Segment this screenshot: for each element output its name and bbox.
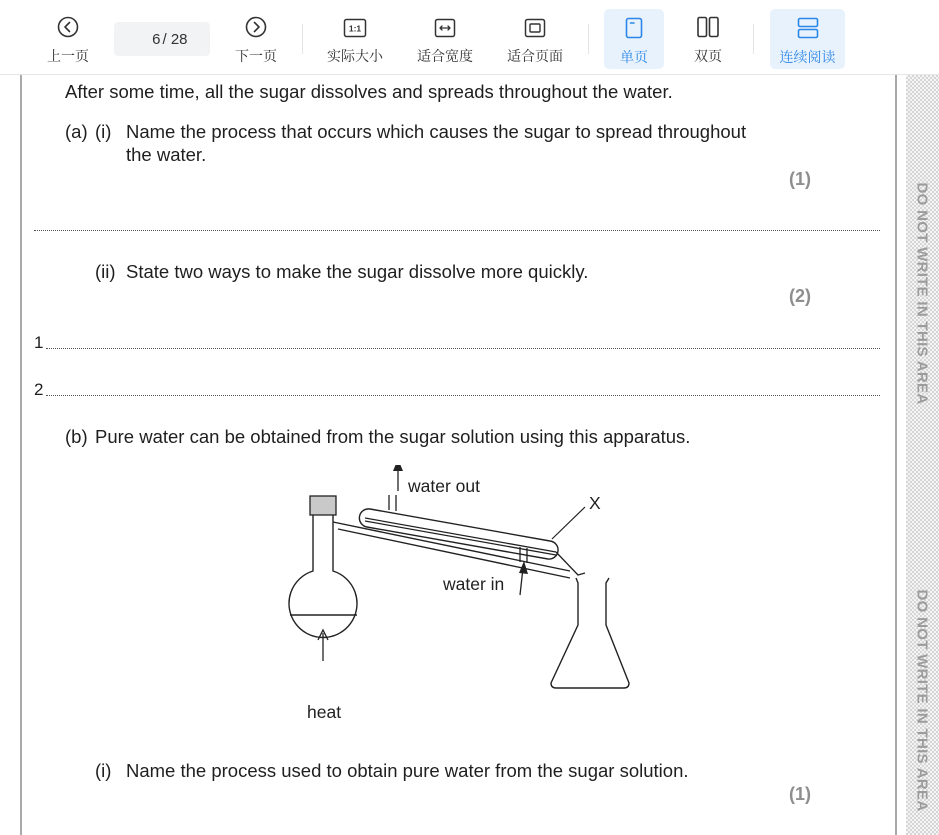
actual-size-icon-text: 1:1 xyxy=(348,23,362,34)
condenser-outlet xyxy=(556,552,585,575)
part-b-label: (b) xyxy=(65,426,88,447)
round-bottom-flask xyxy=(289,515,357,637)
part-b-question: Pure water can be obtained from the sugar solution using this apparatus. xyxy=(95,426,691,447)
label-water-in: water in xyxy=(443,574,505,594)
fit-page-icon xyxy=(524,12,546,38)
answer-line-1-label: 1 xyxy=(34,333,44,352)
stopper xyxy=(310,496,336,515)
page-indicator xyxy=(114,22,210,56)
toolbar-divider xyxy=(588,24,589,54)
chevron-right-circle-icon xyxy=(245,12,267,38)
page-border-left xyxy=(20,75,22,835)
part-b-i-marks: (1) xyxy=(789,784,811,804)
prev-page-button[interactable] xyxy=(40,8,96,70)
fit-width-label: 适合宽度 xyxy=(417,48,473,64)
double-page-label: 双页 xyxy=(694,48,722,64)
fit-page-button[interactable] xyxy=(500,8,570,70)
part-a-i-label: (i) xyxy=(95,121,112,142)
page-total: / 28 xyxy=(162,30,188,48)
double-page-icon xyxy=(697,12,719,38)
part-a-ii-question: State two ways to make the sugar dissolve more quickly. xyxy=(126,261,589,282)
conical-flask xyxy=(551,578,629,688)
double-page-button[interactable] xyxy=(680,8,736,70)
actual-size-label: 实际大小 xyxy=(327,48,383,64)
part-a-ii-marks: (2) xyxy=(789,286,811,306)
intro-text: After some time, all the sugar dissolves and spreads throughout the water. xyxy=(65,81,673,102)
margin-warning-top: DO NOT WRITE IN THIS AREA xyxy=(913,182,931,405)
answer-line-1 xyxy=(46,348,880,349)
continuous-reading-icon xyxy=(797,13,819,39)
prev-page-label: 上一页 xyxy=(47,48,89,64)
label-water-out: water out xyxy=(408,476,480,496)
actual-size-icon xyxy=(343,12,367,38)
page-border-right xyxy=(895,75,897,835)
chevron-left-circle-icon xyxy=(57,12,79,38)
part-a-i-marks: (1) xyxy=(789,169,811,189)
viewer-toolbar xyxy=(0,0,939,75)
single-page-label: 单页 xyxy=(620,49,648,65)
label-x: X xyxy=(589,493,601,513)
single-page-button[interactable] xyxy=(604,9,664,69)
toolbar-divider xyxy=(302,24,303,54)
next-page-button[interactable] xyxy=(228,8,284,70)
x-pointer-line xyxy=(552,507,585,539)
part-b-i-label: (i) xyxy=(95,760,112,781)
fit-page-label: 适合页面 xyxy=(507,48,563,64)
fit-width-icon xyxy=(434,12,456,38)
continuous-reading-label: 连续阅读 xyxy=(779,49,836,65)
part-a-i-question-line1: Name the process that occurs which causes the sugar to spread throughout xyxy=(126,121,747,142)
distillation-apparatus-diagram xyxy=(270,465,650,725)
water-out-arrowhead xyxy=(393,465,403,471)
document-page[interactable] xyxy=(0,75,939,835)
part-a-i-question-line2: the water. xyxy=(126,144,207,165)
part-b-i-question: Name the process used to obtain pure water from the sugar solution. xyxy=(126,760,689,781)
answer-line xyxy=(34,230,880,231)
continuous-reading-button[interactable] xyxy=(770,9,845,69)
water-out-spout xyxy=(389,495,396,511)
answer-line-2 xyxy=(46,395,880,396)
part-a-ii-label: (ii) xyxy=(95,261,116,282)
part-a-label: (a) xyxy=(65,121,88,142)
label-heat: heat xyxy=(307,702,342,722)
actual-size-button[interactable] xyxy=(320,8,390,70)
toolbar-divider xyxy=(753,24,754,54)
next-page-label: 下一页 xyxy=(235,48,277,64)
page-number-input[interactable] xyxy=(136,31,160,48)
answer-line-2-label: 2 xyxy=(34,380,44,399)
single-page-icon xyxy=(625,13,643,39)
fit-width-button[interactable] xyxy=(410,8,480,70)
margin-warning-bottom: DO NOT WRITE IN THIS AREA xyxy=(913,589,931,812)
